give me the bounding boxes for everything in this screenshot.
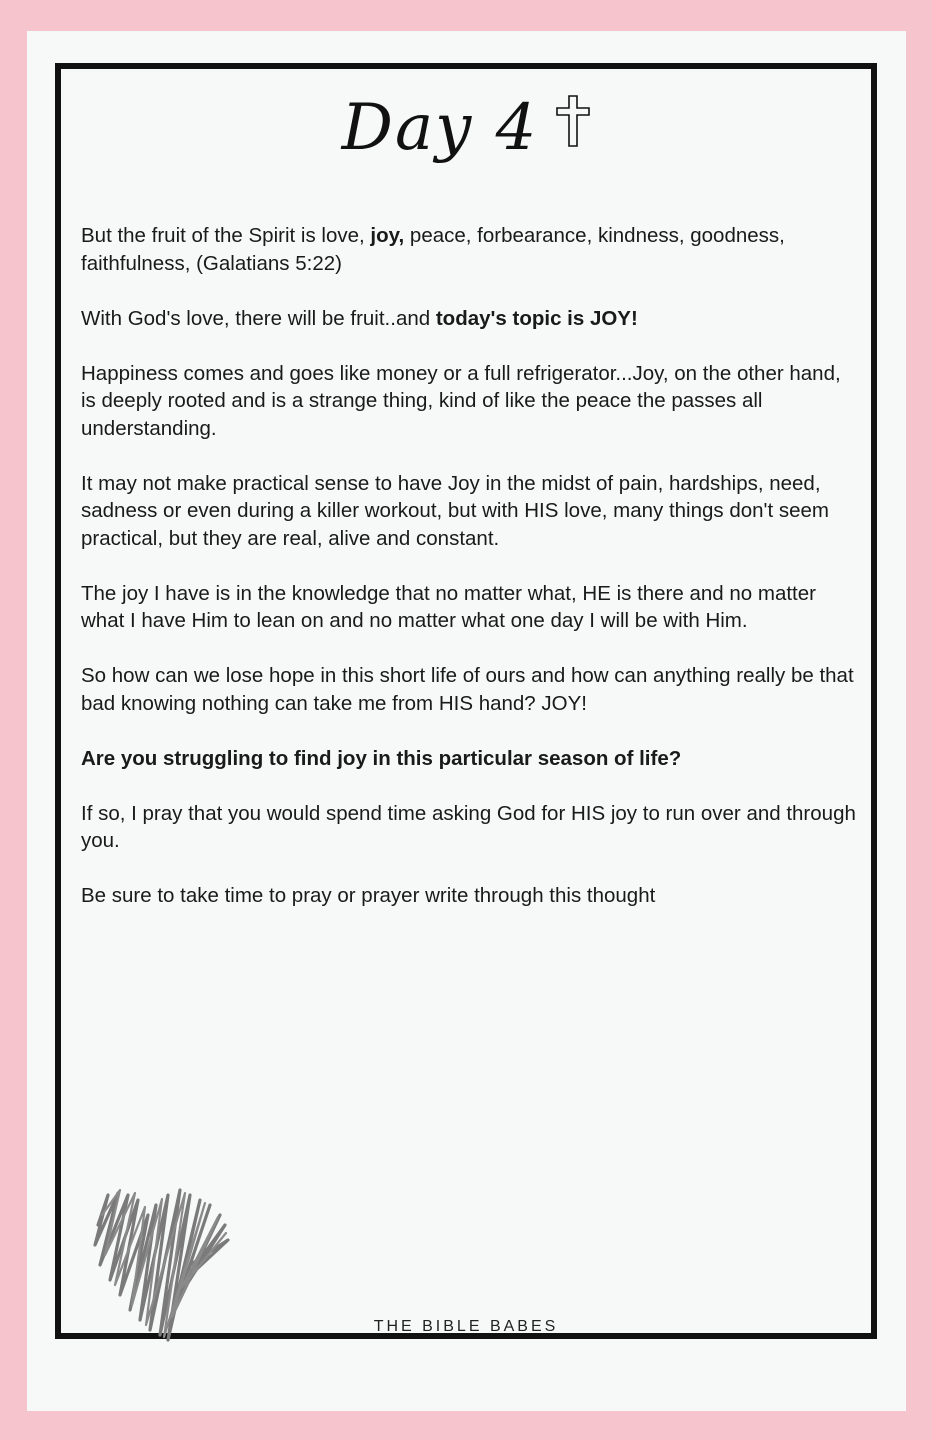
closing-paragraph: Be sure to take time to pray or prayer write through this thought [81, 884, 656, 907]
topic-highlight: today's topic is JOY! [435, 306, 638, 330]
question-paragraph: Are you struggling to find joy in this particular season of life? [81, 746, 682, 770]
cross-icon [556, 86, 590, 166]
verse-highlight: joy, [370, 224, 405, 247]
body-paragraph: The joy I have is in the knowledge that no matter what, HE is there and no matter what I have Him to lean on and no matter what one day I will be with Him. [81, 581, 816, 632]
title-text: Day 4 [341, 91, 539, 165]
body-paragraph: Happiness comes and goes like money or a full refrigerator...Joy, on the other hand, is deeply rooted and is a strange thing, kind of like the peace the passes all understanding. [81, 361, 841, 440]
verse-text: But the fruit of the Spirit is love, [81, 224, 371, 247]
topic-paragraph [81, 305, 861, 333]
body-paragraph: So how can we lose hope in this short life of ours and how can anything really be that bad knowing nothing can take me from HIS hand? JOY! [81, 664, 854, 715]
verse-paragraph [81, 222, 861, 277]
body-paragraph: It may not make practical sense to have Joy in the midst of pain, hardships, need, sadness or even during a killer workout, but with HIS love, many things don't seem practical, but they are real, alive and constant. [81, 471, 829, 550]
prayer-paragraph: If so, I pray that you would spend time asking God for HIS joy to run over and through you. [81, 801, 856, 852]
topic-text: With God's love, there will be fruit..and [81, 306, 436, 330]
devotional-body [81, 222, 861, 937]
verse-text-rest: peace, forbearance, kindness, goodness, faithfulness, (Galatians 5:22) [81, 224, 785, 275]
brand-name: THE BIBLE BABES [373, 1318, 559, 1335]
page-title [0, 88, 932, 168]
